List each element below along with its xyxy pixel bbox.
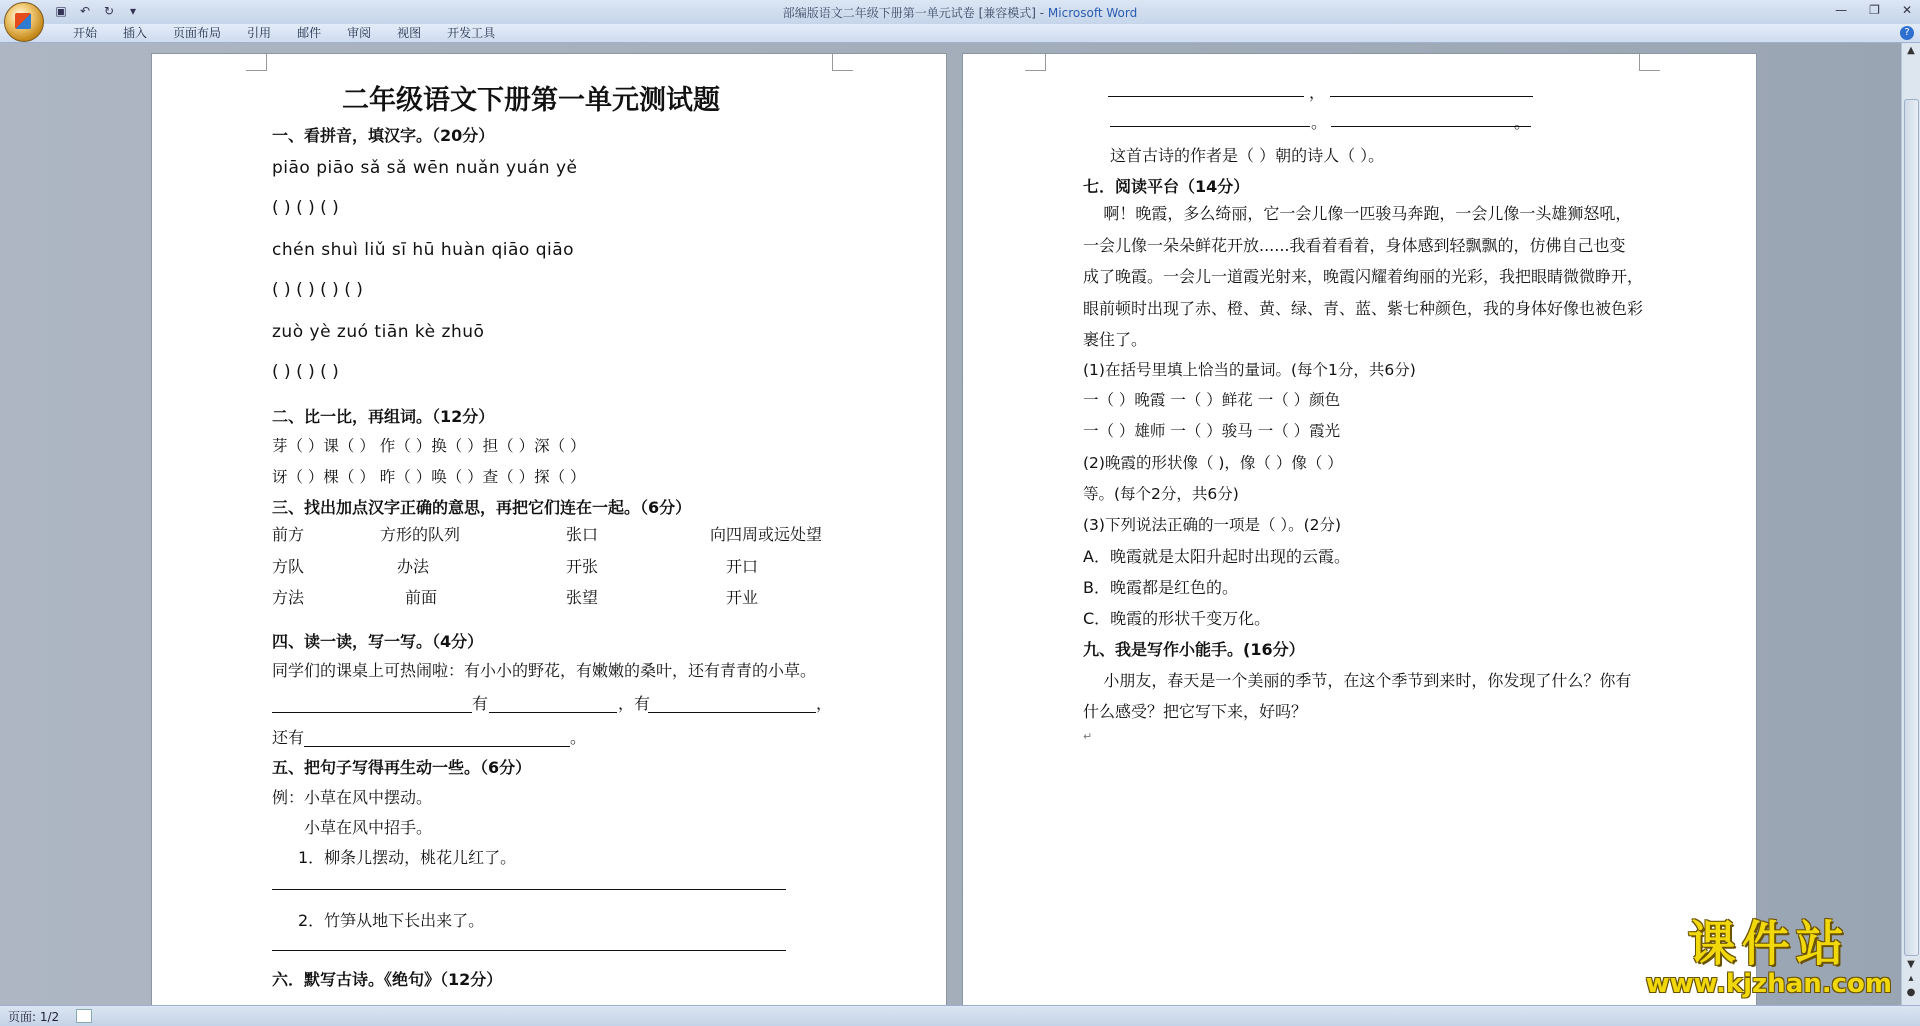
tab-references[interactable]: 引用: [247, 26, 272, 40]
poem-punct: ，: [1309, 83, 1326, 102]
minimize-icon[interactable]: —: [1835, 3, 1848, 17]
document-page-1[interactable]: [152, 54, 946, 1005]
match-item: 开业: [726, 588, 759, 607]
proofing-icon[interactable]: [76, 1009, 92, 1023]
example-sentence: 例：小草在风中摆动。: [272, 788, 433, 807]
passage-line: 裹住了。: [1083, 330, 1148, 349]
section-4-heading: 四、读一读，写一写。（4分）: [272, 632, 484, 651]
crop-mark: [246, 54, 267, 71]
document-page-2[interactable]: [963, 54, 1756, 1005]
poem-line[interactable]: [1110, 126, 1310, 127]
reading-passage: [1083, 198, 1643, 356]
word-compare-row: 讶（ ）棵（ ） 昨（ ）唤（ ）查（ ）探（ ）: [272, 468, 586, 486]
question-3: (3)下列说法正确的一项是（ ）。(2分): [1083, 516, 1342, 534]
answer-line[interactable]: [272, 950, 786, 951]
save-icon[interactable]: ▣: [55, 4, 67, 18]
passage-line: 啊！晚霞，多么绮丽，它一会儿像一匹骏马奔跑，一会儿像一头雄狮怒吼，: [1083, 204, 1632, 223]
fill-text: 还有: [272, 728, 305, 747]
office-logo-icon: [15, 13, 31, 29]
maximize-icon[interactable]: ❐: [1869, 3, 1880, 17]
tab-review[interactable]: 审阅: [347, 26, 372, 40]
select-browse-object-icon[interactable]: ●: [1906, 987, 1916, 998]
office-button[interactable]: [4, 2, 44, 42]
answer-blanks: ( ) ( ) ( ): [272, 198, 339, 218]
page-indicator[interactable]: 页面: 1/2: [8, 1010, 60, 1024]
option-a: A．晚霞就是太阳升起时出现的云霞。: [1083, 547, 1350, 566]
answer-line[interactable]: [272, 712, 472, 713]
match-item: 向四周或远处望: [710, 525, 823, 544]
answer-blanks: ( ) ( ) ( ) ( ): [272, 280, 363, 300]
quantifier-row: 一（ ）雄师 一（ ）骏马 一（ ）霞光: [1083, 422, 1341, 440]
match-item: 方队: [272, 557, 305, 576]
window-controls: [1835, 3, 1912, 17]
poem-line[interactable]: [1331, 126, 1531, 127]
answer-line[interactable]: [648, 712, 816, 713]
section-6-heading: 六．默写古诗。《绝句》（12分）: [272, 970, 503, 989]
poem-punct: 。: [1311, 113, 1328, 132]
answer-line[interactable]: [304, 746, 570, 747]
app-name: Microsoft Word: [1047, 6, 1138, 20]
document-title: 部编版语文二年级下册第一单元试卷 [兼容模式] -: [782, 6, 1048, 20]
tab-mailings[interactable]: 邮件: [297, 26, 322, 40]
passage-line: 眼前顿时出现了赤、橙、黄、绿、青、蓝、紫七种颜色，我的身体好像也被色彩: [1083, 298, 1644, 318]
help-icon[interactable]: ?: [1900, 26, 1914, 40]
customize-toolbar-icon[interactable]: ▾: [129, 4, 137, 18]
answer-line[interactable]: [489, 712, 617, 713]
question-1: (1)在括号里填上恰当的量词。(每个1分，共6分): [1083, 361, 1416, 379]
window-title: [0, 4, 1920, 21]
question-sentence: 2．竹笋从地下长出来了。: [298, 911, 485, 930]
section-5-heading: 五、把句子写得再生动一些。（6分）: [272, 758, 532, 777]
section-7-heading: 七．阅读平台（14分）: [1083, 177, 1250, 196]
crop-mark: [1025, 54, 1046, 71]
option-c: C．晚霞的形状千变万化。: [1083, 609, 1271, 628]
title-bar: [0, 0, 1920, 24]
paragraph-mark: ↵: [1083, 730, 1093, 743]
passage-line: 一会儿像一朵朵鲜花开放......我看着看着，身体感到轻飘飘的，仿佛自己也变: [1083, 235, 1626, 255]
reading-sentence: 同学们的课桌上可热闹啦：有小小的野花，有嫩嫩的桑叶，还有青青的小草。: [272, 661, 817, 680]
fill-text: ，有: [618, 694, 651, 713]
option-b: B．晚霞都是红色的。: [1083, 578, 1238, 597]
match-item: 张口: [566, 525, 599, 544]
fill-text: ，: [816, 694, 833, 713]
scroll-down-icon[interactable]: ▼: [1907, 959, 1915, 970]
section-1-heading: 一、看拼音，填汉字。（20分）: [272, 126, 495, 145]
watermark-brand: 课件站: [1687, 916, 1850, 972]
match-item: 开口: [726, 557, 759, 576]
word-compare-row: 芽（ ）课（ ） 作（ ）换（ ）担（ ）深（ ）: [272, 437, 586, 455]
example-sentence: 小草在风中招手。: [304, 818, 433, 837]
undo-icon[interactable]: ↶: [79, 4, 91, 18]
scroll-up-icon[interactable]: ▲: [1907, 45, 1915, 56]
fill-text: 有: [472, 694, 489, 713]
close-icon[interactable]: ✕: [1901, 3, 1912, 17]
question-2-cont: 等。(每个2分，共6分): [1083, 485, 1239, 503]
writing-prompt: 小朋友，春天是一个美丽的季节，在这个季节到来时，你发现了什么？你有: [1083, 671, 1632, 690]
section-3-heading: 三、找出加点汉字正确的意思，再把它们连在一起。（6分）: [272, 498, 692, 517]
match-item: 开张: [566, 557, 599, 576]
question-sentence: 1．柳条儿摆动，桃花儿红了。: [298, 848, 517, 867]
scroll-thumb[interactable]: [1904, 99, 1919, 956]
match-item: 办法: [397, 557, 430, 576]
status-bar: [0, 1005, 1920, 1026]
poem-punct: 。: [1514, 113, 1531, 132]
section-9-heading: 九、我是写作小能手。(16分）: [1083, 640, 1305, 659]
tab-insert[interactable]: 插入: [123, 26, 148, 40]
tab-home[interactable]: 开始: [73, 26, 98, 40]
writing-prompt: 什么感受？把它写下来，好吗？: [1083, 702, 1308, 721]
prev-page-icon[interactable]: ▴: [1908, 973, 1914, 984]
tab-view[interactable]: 视图: [397, 26, 422, 40]
match-item: 张望: [566, 588, 599, 607]
pinyin-row: piāo piāo sǎ sǎ wēn nuǎn yuán yě: [272, 158, 578, 178]
fill-text: 。: [570, 728, 587, 747]
site-watermark: [1646, 917, 1892, 997]
crop-mark: [832, 54, 853, 71]
match-item: 方法: [272, 588, 305, 607]
answer-line[interactable]: [272, 889, 786, 890]
poem-line[interactable]: [1330, 96, 1533, 97]
vertical-scrollbar[interactable]: [1901, 43, 1920, 1005]
page-title: 二年级语文下册第一单元测试题: [342, 85, 720, 116]
match-item: 方形的队列: [380, 525, 461, 544]
section-2-heading: 二、比一比，再组词。（12分）: [272, 407, 495, 426]
match-item: 前面: [405, 588, 438, 607]
redo-icon[interactable]: ↻: [103, 4, 115, 18]
tab-developer[interactable]: 开发工具: [447, 26, 496, 40]
match-item: 前方: [272, 525, 305, 544]
ribbon-tabs: [0, 24, 1920, 43]
answer-blanks: ( ) ( ) ( ): [272, 362, 339, 382]
quantifier-row: 一（ ）晚霞 一（ ）鲜花 一（ ）颜色: [1083, 391, 1341, 409]
watermark-url: www.kjzhan.com: [1645, 969, 1892, 999]
pinyin-row: zuò yè zuó tiān kè zhuō: [272, 322, 485, 342]
tab-page-layout[interactable]: 页面布局: [173, 26, 222, 40]
pinyin-row: chén shuì liǔ sī hū huàn qiāo qiāo: [272, 240, 575, 260]
question-2: (2)晚霞的形状像（ )，像（ ）像（ ）: [1083, 454, 1343, 472]
passage-line: 成了晚霞。一会儿一道霞光射来，晚霞闪耀着绚丽的光彩，我把眼睛微微睁开，: [1083, 267, 1644, 286]
crop-mark: [1639, 54, 1660, 71]
author-question: 这首古诗的作者是（ ）朝的诗人（ ）。: [1110, 146, 1385, 165]
poem-line[interactable]: [1108, 96, 1304, 97]
